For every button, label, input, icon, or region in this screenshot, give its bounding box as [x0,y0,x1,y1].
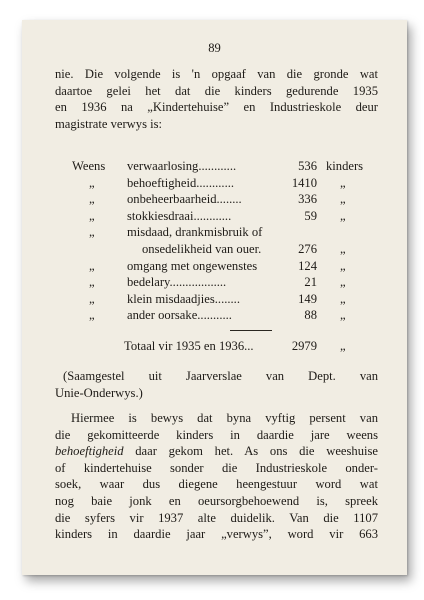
ditto-mark: „ [340,241,346,256]
ditto-mark: „ [89,175,95,190]
ditto-mark: „ [89,258,95,273]
row-label: omgang met ongewenstes [127,258,258,273]
book-page [22,20,407,575]
table-row [72,241,382,258]
total-row [72,338,382,355]
reasons-table [72,158,382,324]
ditto-mark: „ [340,258,346,273]
ditto-mark: „ [340,192,346,207]
emphasis-term: behoeftigheid [55,444,124,459]
row-value: 124 [298,258,317,273]
body-line: kinders in daardie jaar „verwys”, word vir 663 [55,527,378,542]
intro-line: daartoe gelei het dat die kinders gedurende 1935 [55,83,378,98]
intro-line: magistrate verwys is: [55,116,163,131]
ditto-mark: „ [89,275,95,290]
row-value: 1410 [291,175,317,190]
intro-line: en 1936 na „Kindertehuise” en Industrieskole deur [55,100,378,115]
row-label: bedelary.................. [127,275,227,290]
ditto-mark: „ [340,339,346,353]
row-label: klein misdaadjies........ [127,291,240,306]
row-label-continuation: onsedelikheid van ouer. [142,241,262,256]
source-line: Unie-Onderwys.) [55,385,143,400]
intro-paragraph [55,66,378,132]
table-row [72,175,382,192]
page-number: 89 [208,41,221,55]
intro-line: nie. Die volgende is 'n opgaaf van die gronde wat [55,67,378,81]
table-row [72,208,382,225]
row-value: 21 [304,275,317,290]
ditto-mark: „ [89,225,95,240]
body-line: soek, waar dus diegene heengestuur word wat [55,477,378,492]
row-value: 336 [298,192,317,207]
table-row [72,191,382,208]
ditto-mark: „ [89,208,95,223]
row-label: behoeftigheid............ [127,175,235,190]
total-label: Totaal vir 1935 en 1936... [124,339,254,353]
body-line: of kindertehuise sonder die Industrieskole onder- [55,460,378,475]
row-label: verwaarlosing............ [127,159,237,173]
ditto-mark: „ [340,275,346,290]
source-note [55,368,378,401]
body-line-rest: daar gekom het. As ons die weeshuise [123,444,378,459]
body-line: die syfers vir 1937 alte duidelik. Van die 1107 [55,510,378,525]
row-value: 88 [304,308,317,323]
row-label: stokkiesdraai............ [127,208,232,223]
row-value: 59 [304,208,317,223]
row-label: misdaad, drankmisbruik of [127,225,263,240]
body-paragraph [55,410,378,543]
row-prefix: Weens [72,159,106,173]
ditto-mark: „ [89,291,95,306]
row-unit: kinders [326,159,364,173]
body-line: nog baie jonk en oeursorgbehoewend is, spreek [55,493,378,508]
row-value: 276 [298,241,317,256]
source-line: (Saamgestel uit Jaarverslae van Dept. van [63,369,378,383]
table-row [72,307,382,324]
row-label: ander oorsake........... [127,308,232,323]
table-row [72,258,382,275]
ditto-mark: „ [340,308,346,323]
ditto-mark: „ [340,291,346,306]
ditto-mark: „ [340,208,346,223]
body-line: die gekomitteerde kinders in daardie jare weens [55,427,378,442]
table-row [72,274,382,291]
table-row [72,291,382,308]
ditto-mark: „ [340,175,346,190]
row-label: onbeheerbaarheid........ [127,192,242,207]
row-value: 536 [298,159,317,173]
total-rule [230,330,272,331]
row-value: 149 [298,291,317,306]
ditto-mark: „ [89,192,95,207]
body-line [55,443,378,460]
total-value: 2979 [291,339,317,353]
ditto-mark: „ [89,308,95,323]
table-row [72,224,382,241]
table-row [72,158,382,175]
body-line: Hiermee is bewys dat byna vyftig persent van [71,411,378,425]
